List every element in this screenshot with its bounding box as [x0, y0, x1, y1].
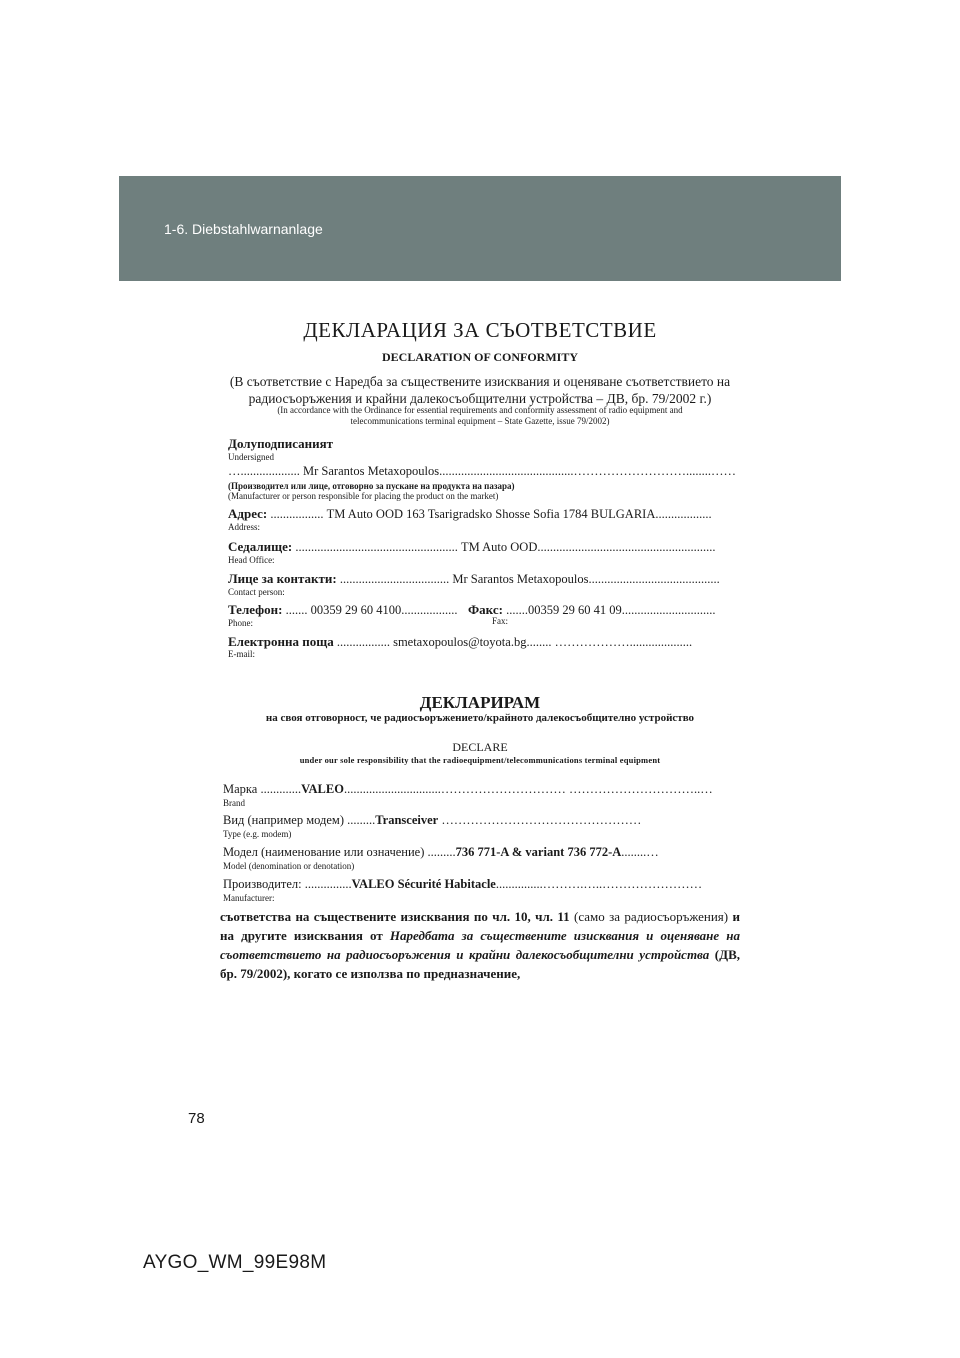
- closing-part-3: и на другите изисквания от: [220, 909, 740, 943]
- maker-dots: ...............……….…..……………………: [495, 877, 703, 891]
- undersigned-label-en: Undersigned: [228, 452, 274, 462]
- address-row: [228, 506, 712, 522]
- address-label-en: Address:: [228, 522, 260, 532]
- phone-label: Телефон:: [228, 602, 283, 617]
- manufacturer-note-en: (Manufacturer or person responsible for placing the product on the market): [228, 491, 499, 501]
- title-en: DECLARATION OF CONFORMITY: [381, 350, 578, 364]
- fax-label: Факс:: [468, 602, 503, 617]
- manufacturer-note-bg: (Производител или лице, отговорно за пускане на продукта на пазара): [228, 481, 515, 491]
- address-label: Адрес:: [228, 506, 268, 521]
- closing-part-2: (само за радиосъоръжения): [574, 909, 729, 924]
- maker-label: Производител: ...............: [223, 877, 352, 891]
- model-row: [223, 845, 659, 860]
- maker-row: [223, 877, 702, 892]
- closing-part-4: Наредбата за съществените изисквания и оценяване на съответствието на радиосъоръжения и крайни далекосъобщителни устройства: [220, 928, 741, 962]
- brand-label: Марка .............: [223, 782, 302, 796]
- brand-label-en: Brand: [223, 798, 245, 808]
- contact-label-en: Contact person:: [228, 587, 285, 597]
- maker-label-en: Manufacturer:: [223, 893, 275, 903]
- fax-value: .......00359 29 60 41 09..............................: [502, 603, 716, 617]
- maker-value: VALEO Sécurité Habitacle: [351, 877, 496, 891]
- closing-statement: [220, 907, 740, 983]
- model-value: 736 771-A & variant 736 772-A: [455, 845, 622, 859]
- undersigned-value: …................... Mr Sarantos Metaxopoulos...........................................………………………........……: [228, 464, 736, 478]
- contact-value: ................................... Mr Sarantos Metaxopoulos..........................................: [336, 572, 720, 586]
- type-value: Transceiver: [375, 813, 439, 827]
- model-dots: ........…: [621, 845, 659, 859]
- title-bg: ДЕКЛАРАЦИЯ ЗА СЪОТВЕТСТВИЕ: [303, 318, 657, 342]
- intro-en-2: telecommunications terminal equipment – State Gazette, issue 79/2002): [350, 416, 610, 426]
- intro-bg-1: (В съответствие с Наредба за съществените изисквания и оценяване съответствието на: [229, 374, 731, 389]
- head-office-value: .................................................... TM Auto OOD.........................................................: [292, 540, 716, 554]
- email-value: ................. smetaxopoulos@toyota.bg........ ………………....................: [333, 635, 693, 649]
- intro-bg-2: радиосъоръжения и крайни далекосъобщителни устройства – ДВ, бр. 79/2002 г.): [248, 391, 712, 406]
- contact-label: Лице за контакти:: [228, 571, 337, 586]
- page-number: 78: [188, 1110, 205, 1127]
- model-label-en: Model (denomination or denotation): [223, 861, 355, 871]
- email-label-en: E-mail:: [228, 649, 255, 659]
- fax-label-en: Fax:: [492, 616, 509, 626]
- head-office-label-en: Head Office:: [228, 555, 275, 565]
- section-header: [119, 176, 841, 281]
- model-label: Модел (наименование или означение) .........: [223, 845, 456, 859]
- brand-row: [223, 782, 713, 797]
- phone-row: [228, 602, 457, 618]
- phone-value: ....... 00359 29 60 4100..................: [282, 603, 458, 617]
- phone-label-en: Phone:: [228, 618, 254, 628]
- email-label: Електронна поща: [228, 634, 334, 649]
- brand-value: VALEO: [301, 782, 344, 796]
- head-office-row: [228, 539, 715, 555]
- type-dots: …………………………………………: [438, 813, 642, 827]
- closing-part-1: съответства на съществените изисквания по чл. 10, чл. 11: [220, 909, 575, 924]
- declare-en: DECLARE: [452, 740, 508, 754]
- declare-en-sub: under our sole responsibility that the radioequipment/telecommunications terminal equipment: [299, 755, 661, 765]
- declare-bg: ДЕКЛАРИРАМ: [419, 693, 541, 712]
- intro-en-1: (In accordance with the Ordinance for essential requirements and conformity assessment of radio equipment and: [277, 405, 683, 415]
- undersigned-label: Долуподписаният: [228, 436, 334, 451]
- address-value: ................. TM Auto OOD 163 Tsarigradsko Shosse Sofia 1784 BULGARIA..................: [267, 507, 712, 521]
- brand-dots: ...............................………………………… …………………………..…: [343, 782, 713, 796]
- closing-part-5: (ДВ, бр. 79/2002), когато се използва по предназначение,: [220, 947, 740, 981]
- document-code: AYGO_WM_99E98M: [143, 1252, 327, 1273]
- type-label-en: Type (e.g. modem): [223, 829, 292, 839]
- type-label: Вид (например модем) .........: [223, 813, 376, 827]
- head-office-label: Седалище:: [228, 539, 293, 554]
- declare-bg-sub: на своя отговорност, че радиосъоръжението/крайното далекосъобщително устройство: [265, 712, 695, 724]
- section-title: 1-6. Diebstahlwarnanlage: [164, 221, 323, 237]
- contact-row: [228, 571, 720, 587]
- type-row: [223, 813, 641, 828]
- email-row: [228, 634, 692, 650]
